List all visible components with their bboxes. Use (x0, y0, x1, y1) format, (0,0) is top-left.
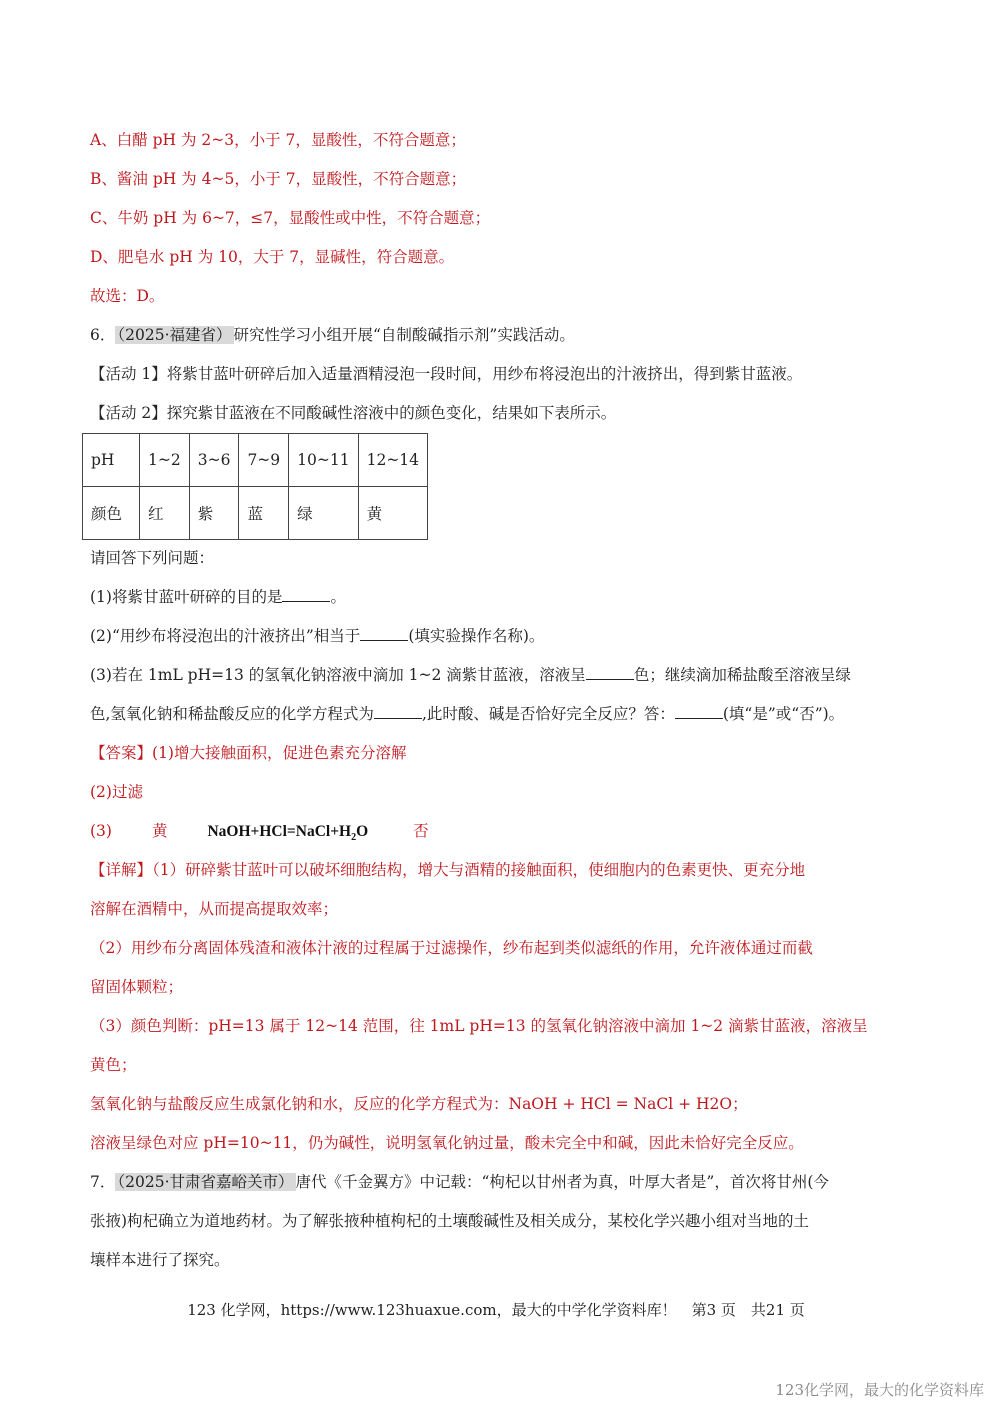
analysis-b: B、酱油 pH 为 4~5，小于 7，显酸性，不符合题意； (90, 170, 467, 188)
answer-blank (360, 626, 408, 641)
subscript: 2 (351, 832, 357, 844)
text: 。 (330, 588, 346, 606)
text: NaOH+HCl=NaCl+H (207, 823, 352, 840)
detail-3-cont: 黄色； (90, 1056, 137, 1074)
table-cell: 绿 (289, 487, 358, 540)
text: 否 (413, 822, 429, 840)
text: (1)增大接触面积，促进色素充分溶解 (152, 744, 407, 762)
question-7-line-3: 壤样本进行了探究。 (90, 1251, 230, 1269)
table-cell: 黄 (358, 487, 427, 540)
text: 黄 (151, 822, 168, 840)
subquestion-3 (90, 665, 851, 685)
table-row (83, 487, 428, 540)
text: ,此时酸、碱是否恰好完全反应？答： (421, 705, 675, 723)
text: (填“是”或“否”)。 (722, 705, 845, 723)
text: (填实验操作名称)。 (408, 627, 545, 645)
page-footer: 123 化学网，https://www.123huaxue.com，最大的中学化学资料库！ 第3 页 共21 页 (187, 1301, 805, 1319)
text: (1)将紫甘蓝叶研碎的目的是 (90, 588, 283, 606)
subquestion-3-cont (90, 704, 844, 724)
table-cell: 7~9 (239, 434, 289, 487)
text: O (356, 823, 369, 840)
table-cell: 10~11 (289, 434, 358, 487)
table-cell: 1~2 (140, 434, 190, 487)
detail-label: 【详解】 (90, 861, 153, 879)
answer-1 (90, 743, 406, 763)
table-row (83, 434, 428, 487)
analysis-a: A、白醋 pH 为 2~3，小于 7，显酸性，不符合题意； (90, 131, 466, 149)
analysis-choice: 故选：D。 (90, 287, 165, 305)
table-cell: 3~6 (189, 434, 239, 487)
detail-3-conclusion: 溶液呈绿色对应 pH=10~11，仍为碱性，说明氢氧化钠过量，酸未完全中和碱，因此未恰好完全反应。 (90, 1134, 804, 1152)
text: (2)“用纱布将浸泡出的汁液挤出”相当于 (90, 627, 361, 645)
detail-3: （3）颜色判断：pH=13 属于 12~14 范围，往 1mL pH=13 的氢氧化钠溶液中滴加 1~2 滴紫甘蓝液，溶液呈 (90, 1017, 868, 1035)
watermark: 123化学网，最大的化学资料库 (775, 1381, 984, 1399)
question-number: 7． (90, 1173, 116, 1191)
question-6-stem (90, 325, 575, 345)
question-7-stem (90, 1172, 829, 1192)
equation (207, 823, 369, 844)
analysis-d: D、肥皂水 pH 为 10，大于 7，显碱性，符合题意。 (90, 248, 455, 266)
answer-label: 【答案】 (90, 744, 153, 762)
answer-blank (282, 587, 330, 602)
activity-2: 【活动 2】探究紫甘蓝液在不同酸碱性溶液中的颜色变化，结果如下表所示。 (90, 404, 617, 422)
question-source: （2025·甘肃省嘉峪关市） (117, 1173, 294, 1191)
analysis-c: C、牛奶 pH 为 6~7，≤7，显酸性或中性，不符合题意； (90, 209, 491, 227)
question-source: （2025·福建省） (117, 326, 232, 344)
answer-blank (374, 704, 422, 719)
table-cell: 蓝 (239, 487, 289, 540)
detail-1-cont: 溶解在酒精中，从而提高提取效率； (90, 900, 339, 918)
text: 色,氢氧化钠和稀盐酸反应的化学方程式为 (90, 705, 374, 723)
table-cell: 颜色 (83, 487, 140, 540)
subquestion-1 (90, 587, 346, 607)
question-number: 6． (90, 326, 116, 344)
color-table (82, 433, 428, 540)
question-text: 研究性学习小组开展“自制酸碱指示剂”实践活动。 (233, 326, 575, 344)
answer-blank (675, 704, 723, 719)
table-cell: pH (83, 434, 140, 487)
text: (3) (90, 822, 112, 840)
activity-1: 【活动 1】将紫甘蓝叶研碎后加入适量酒精浸泡一段时间，用纱布将浸泡出的汁液挤出，得到紫甘蓝液。 (90, 365, 803, 383)
answer-2: (2)过滤 (90, 783, 143, 801)
text: 色；继续滴加稀盐酸至溶液呈绿 (633, 666, 851, 684)
question-7-line-2: 张掖)枸杞确立为道地药材。为了解张掖种植枸杞的土壤酸碱性及相关成分，某校化学兴趣小组对当地的土 (90, 1212, 810, 1230)
prompt: 请回答下列问题： (90, 549, 215, 567)
answer-blank (586, 665, 634, 680)
text: (3)若在 1mL pH=13 的氢氧化钠溶液中滴加 1~2 滴紫甘蓝液，溶液呈 (90, 666, 586, 684)
question-text: 唐代《千金翼方》中记载：“枸杞以甘州者为真，叶厚大者是”，首次将甘州(今 (295, 1173, 829, 1191)
table-cell: 紫 (189, 487, 239, 540)
table-cell: 12~14 (358, 434, 427, 487)
detail-2-cont: 留固体颗粒； (90, 978, 184, 996)
subquestion-2 (90, 626, 544, 646)
detail-3-equation: 氢氧化钠与盐酸反应生成氯化钠和水，反应的化学方程式为：NaOH + HCl = NaCl + H2O； (90, 1095, 748, 1113)
text: （1）研碎紫甘蓝叶可以破坏细胞结构，增大与酒精的接触面积，使细胞内的色素更快、更充分地 (152, 861, 806, 879)
detail-2: （2）用纱布分离固体残渣和液体汁液的过程属于过滤操作，纱布起到类似滤纸的作用，允许液体通过而截 (90, 939, 813, 957)
answer-3 (90, 821, 429, 848)
detail-1 (90, 860, 805, 880)
table-cell: 红 (140, 487, 190, 540)
